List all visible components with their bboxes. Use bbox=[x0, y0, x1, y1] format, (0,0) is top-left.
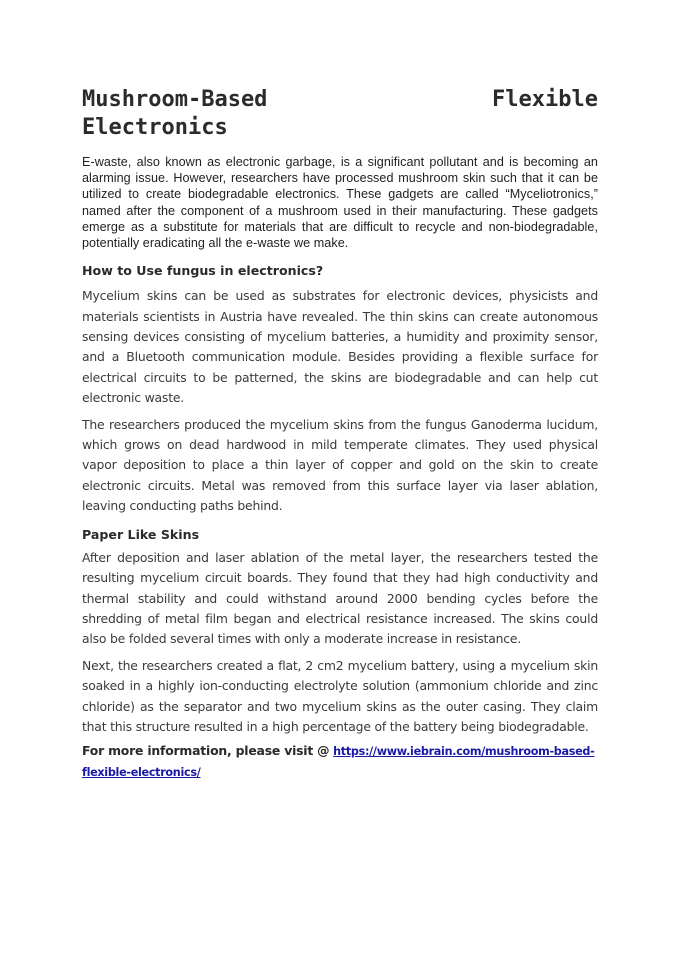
section-heading-paper-skins: Paper Like Skins bbox=[82, 526, 200, 542]
page-title bbox=[82, 86, 598, 142]
paragraph-ganoderma: The researchers produced the mycelium skins from the fungus Ganoderma lucidum, which grows on dead hardwood in mild temperate climates. They used physical vapor deposition to place a thin layer of copper and gold on the skin to create electronic circuits. Metal was removed from this surface layer via laser ablation, leaving conducting paths behind. bbox=[82, 416, 598, 514]
paragraph-battery: Next, the researchers created a flat, 2 cm2 mycelium battery, using a mycelium skin soaked in a highly ion-conducting electrolyte solution (ammonium chloride and zinc chloride) as the separator and two mycelium skins as the outer casing. They claim that this structure resulted in a high percentage of the battery being biodegradable. bbox=[82, 657, 598, 734]
document-page bbox=[82, 86, 598, 783]
title-line-2: Electronics bbox=[82, 115, 228, 140]
title-word-right: Flexible bbox=[492, 87, 598, 112]
title-word-left: Mushroom-Based bbox=[82, 87, 268, 112]
section-heading-fungus: How to Use fungus in electronics? bbox=[82, 263, 324, 279]
title-line-1 bbox=[82, 86, 598, 114]
intro-paragraph: E-waste, also known as electronic garbage, is a significant pollutant and is becoming an alarming issue. However, researchers have processed mushroom skin such that it can be utilized to create biodegradable electronics. These gadgets are called “Myceliotronics,” named after the component of a mushroom used in their manufacturing. These gadgets emerge as a substitute for materials that are difficult to recycle and non-biodegradable, potentially eradicating all the e-waste we make. bbox=[82, 155, 598, 251]
more-info-label: For more information, please visit @ bbox=[82, 743, 330, 759]
paragraph-mycelium-skins: Mycelium skins can be used as substrates for electronic devices, physicists and materials scientists in Austria have revealed. The thin skins can create autonomous sensing devices consisting of mycelium batteries, a humidity and proximity sensor, and a Bluetooth communication module. Besides providing a flexible surface for electrical circuits to be patterned, the skins are biodegradable and can help cut electronic waste. bbox=[82, 288, 598, 406]
more-info-link[interactable]: https://www.iebrain.com/mushroom-based-flexible-electronics/ bbox=[82, 745, 595, 780]
paragraph-circuit-boards: After deposition and laser ablation of the metal layer, the researchers tested the resulting mycelium circuit boards. They found that they had high conductivity and thermal stability and could withstand around 2000 bending cycles before the shredding of metal film began and electrical resistance increased. The skins could also be folded several times with only a moderate increase in resistance. bbox=[82, 549, 598, 647]
more-info bbox=[82, 741, 598, 783]
